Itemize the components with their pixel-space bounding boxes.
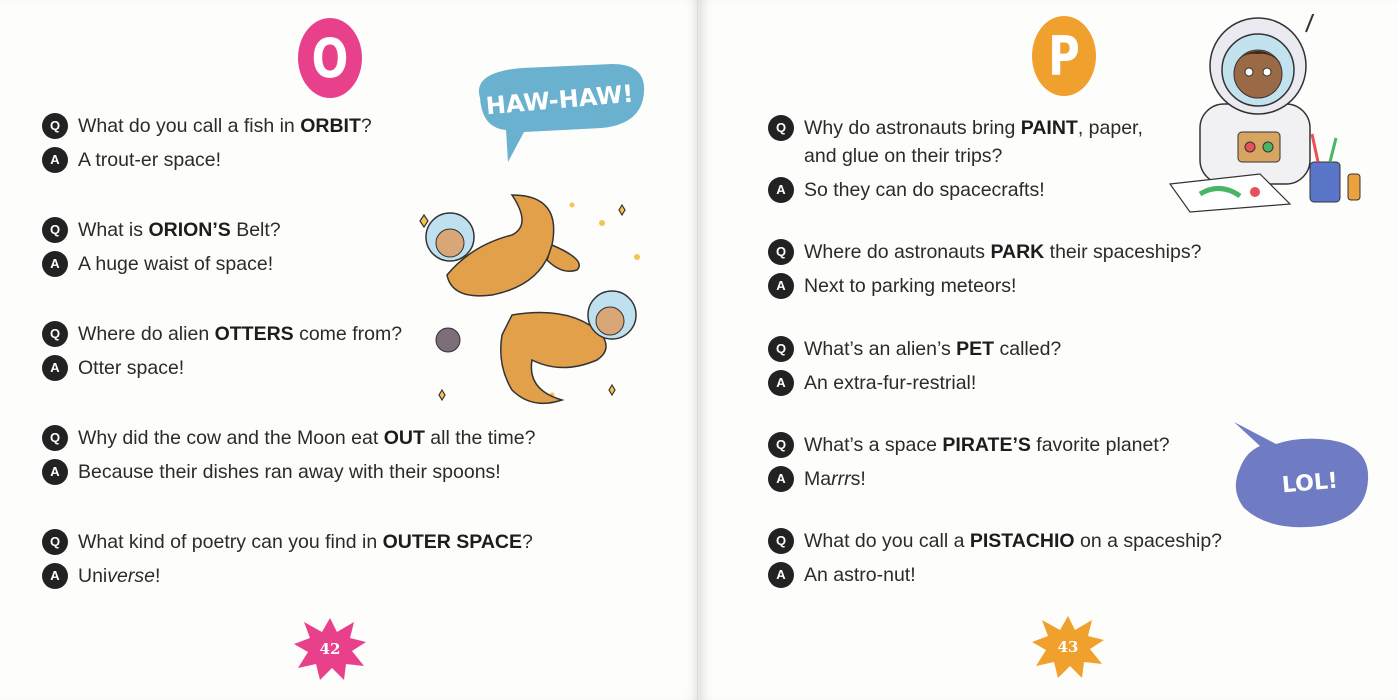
page-number: 42 xyxy=(319,640,341,658)
question-badge: Q xyxy=(768,239,794,265)
page-number-star-43 xyxy=(1030,614,1106,680)
page-number: 43 xyxy=(1057,638,1079,656)
question-text: What do you call a fish in ORBIT? xyxy=(78,115,372,137)
question-text: Where do alien OTTERS come from? xyxy=(78,323,403,345)
question-badge: Q xyxy=(768,115,794,141)
answer-text: Because their dishes ran away with their spoons! xyxy=(78,461,501,483)
question-text: What’s an alien’s PET called? xyxy=(804,338,1062,360)
letter-circle-o: O xyxy=(298,18,362,98)
answer-badge: A xyxy=(768,370,794,396)
qa-item xyxy=(768,114,1388,238)
answer-badge: A xyxy=(42,563,68,589)
bubble-text: HAW-HAW! xyxy=(484,79,635,121)
qa-item xyxy=(42,216,662,320)
answer-badge: A xyxy=(768,177,794,203)
question-badge: Q xyxy=(42,529,68,555)
answer-badge: A xyxy=(42,251,68,277)
question-text: Where do astronauts PARK their spaceships? xyxy=(804,241,1202,263)
qa-item xyxy=(42,112,662,216)
left-page xyxy=(0,0,698,700)
answer-text: Next to parking meteors! xyxy=(804,275,1017,297)
qa-list-left xyxy=(42,112,662,632)
qa-item xyxy=(768,527,1388,623)
answer-text: A huge waist of space! xyxy=(78,253,274,275)
letter-circle-p: P xyxy=(1032,16,1096,96)
question-text: Why do astronauts bring PAINT, paper, xyxy=(804,117,1143,139)
question-badge: Q xyxy=(42,217,68,243)
question-badge: Q xyxy=(42,425,68,451)
qa-item xyxy=(768,335,1388,431)
qa-item xyxy=(42,320,662,424)
answer-badge: A xyxy=(768,273,794,299)
question-text: What is ORION’S Belt? xyxy=(78,219,281,241)
answer-text: Otter space! xyxy=(78,357,185,379)
answer-badge: A xyxy=(768,562,794,588)
answer-badge: A xyxy=(42,355,68,381)
question-badge: Q xyxy=(768,528,794,554)
answer-text: An astro-nut! xyxy=(804,564,916,586)
qa-item xyxy=(768,431,1388,527)
question-text: What kind of poetry can you find in OUTER SPACE? xyxy=(78,531,533,553)
question-badge: Q xyxy=(42,321,68,347)
answer-badge: A xyxy=(42,459,68,485)
qa-item xyxy=(768,238,1388,335)
right-page xyxy=(700,0,1398,700)
answer-text: A trout-er space! xyxy=(78,149,222,171)
qa-item xyxy=(42,424,662,528)
question-badge: Q xyxy=(768,336,794,362)
qa-list-right xyxy=(768,114,1388,623)
question-badge: Q xyxy=(768,432,794,458)
question-text-continued: and glue on their trips? xyxy=(804,145,1003,167)
question-badge: Q xyxy=(42,113,68,139)
answer-badge: A xyxy=(768,466,794,492)
answer-text: So they can do spacecrafts! xyxy=(804,179,1045,201)
answer-text: Marrrs! xyxy=(804,468,866,490)
answer-text: An extra-fur-restrial! xyxy=(804,372,977,394)
page-number-star-42 xyxy=(292,616,368,682)
question-text: What do you call a PISTACHIO on a spaceship? xyxy=(804,530,1223,552)
answer-badge: A xyxy=(42,147,68,173)
bubble-text: LOL! xyxy=(1280,468,1339,499)
question-text: Why did the cow and the Moon eat OUT all the time? xyxy=(78,427,536,449)
question-text: What’s a space PIRATE’S favorite planet? xyxy=(804,434,1170,456)
answer-text: Universe! xyxy=(78,565,161,587)
